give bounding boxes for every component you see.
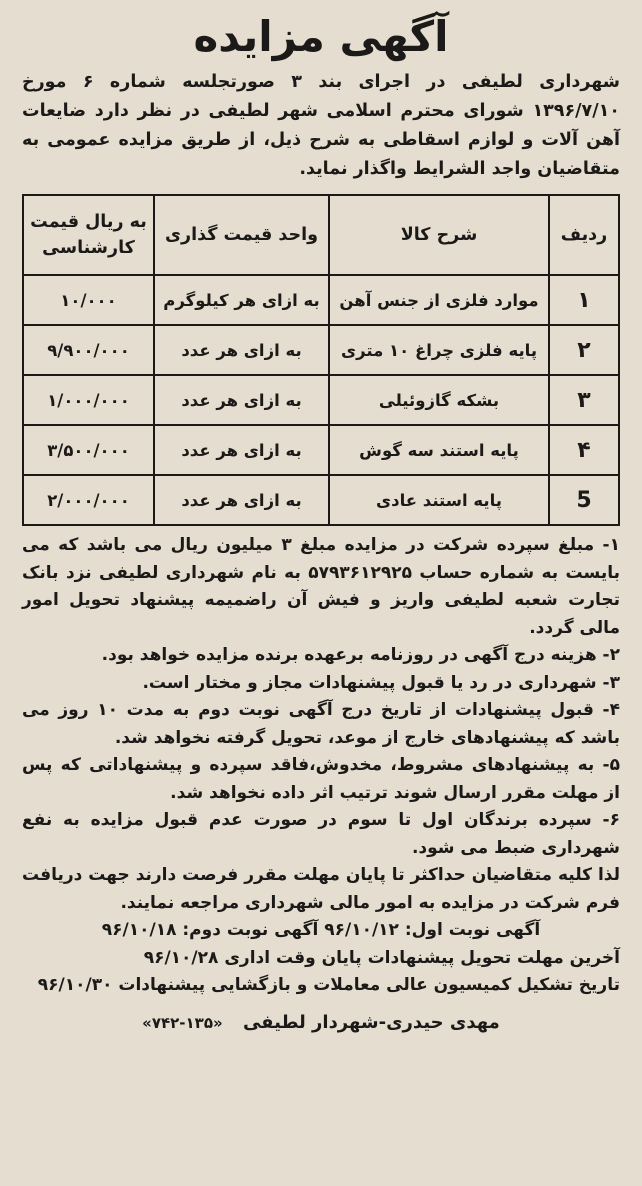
- row-pricing-unit: به ازای هر عدد: [154, 475, 329, 525]
- row-description: پایه فلزی چراغ ۱۰ متری: [329, 325, 549, 375]
- condition-item: ۵- به پیشنهادهای مشروط، مخدوش،فاقد سپرده و پیشنهاداتی که پس از مهلت مقرر ارسال شوند ترتیب اثر داده نخواهد شد.: [22, 755, 620, 803]
- condition-item: ۶- سپرده برندگان اول تا سوم در صورت عدم قبول مزایده به نفع شهرداری ضبط می شود.: [22, 810, 620, 858]
- row-price: ۲/۰۰۰/۰۰۰: [23, 475, 154, 525]
- row-number: ۱: [549, 275, 619, 325]
- header-pricing-unit: واحد قیمت گذاری: [154, 195, 329, 275]
- table-row: [23, 325, 619, 375]
- table-row: [23, 425, 619, 475]
- submission-deadline: آخرین مهلت تحویل پیشنهادات پایان وقت اداری ۹۶/۱۰/۲۸: [143, 947, 620, 968]
- commission-date: تاریخ تشکیل کمیسیون عالی معاملات و بازگشایی پیشنهادات ۹۶/۱۰/۳۰: [37, 975, 620, 995]
- row-pricing-unit: به ازای هر کیلوگرم: [154, 275, 329, 325]
- row-number: ۳: [549, 375, 619, 425]
- row-number: 5: [549, 475, 619, 525]
- condition-item: ۲- هزینه درج آگهی در روزنامه برعهده برنده مزایده خواهد بود.: [101, 645, 620, 665]
- notice-title: آگهی مزایده: [193, 12, 449, 61]
- row-pricing-unit: به ازای هر عدد: [154, 325, 329, 375]
- ad-dates: آگهی نوبت اول: ۹۶/۱۰/۱۲ آگهی نوبت دوم: ۹۶/۱۰/۱۸: [101, 920, 541, 940]
- items-table: [22, 194, 620, 526]
- header-row-number: ردیف: [549, 195, 619, 275]
- ad-code: «۷۴۲-۱۳۵»: [142, 1013, 223, 1032]
- row-number: ۲: [549, 325, 619, 375]
- row-pricing-unit: به ازای هر عدد: [154, 375, 329, 425]
- table-header-row: [23, 195, 619, 275]
- row-price: ۹/۹۰۰/۰۰۰: [23, 325, 154, 375]
- row-description: پایه استند عادی: [329, 475, 549, 525]
- row-pricing-unit: به ازای هر عدد: [154, 425, 329, 475]
- conditions-list: [22, 532, 620, 862]
- intro-paragraph: شهرداری لطیفی در اجرای بند ۳ صورتجلسه شماره ۶ مورخ ۱۳۹۶/۷/۱۰ شورای محترم اسلامی شهر لطیفی در نظر دارد ضایعات آهن آلات و لوازم اسقاطی به شرح ذیل، از طریق مزایده عمومی به متقاضیان واجد الشرایط واگذار نماید.: [22, 72, 620, 179]
- row-description: موارد فلزی از جنس آهن: [329, 275, 549, 325]
- table-row: [23, 375, 619, 425]
- table-row: [23, 275, 619, 325]
- row-number: ۴: [549, 425, 619, 475]
- row-price: ۱/۰۰۰/۰۰۰: [23, 375, 154, 425]
- dates-block: [22, 917, 620, 1000]
- header-expert-price: به ریال قیمت کارشناسی: [23, 195, 154, 275]
- closing-paragraph: لذا کلیه متقاضیان حداکثر تا پایان مهلت مقرر فرصت دارند جهت دریافت فرم شرکت در مزایده به امور مالی شهرداری مراجعه نمایند.: [21, 865, 620, 913]
- condition-item: ۴- قبول پیشنهادات از تاریخ درج آگهی نوبت دوم به مدت ۱۰ روز می باشد که پیشنهادهای خارج از موعد، تحویل گرفته نخواهد شد.: [22, 700, 621, 748]
- signature-line: [22, 1008, 620, 1038]
- row-price: ۳/۵۰۰/۰۰۰: [23, 425, 154, 475]
- table-row: [23, 475, 619, 525]
- row-description: پایه استند سه گوش: [329, 425, 549, 475]
- row-price: ۱۰/۰۰۰: [23, 275, 154, 325]
- condition-item: ۱- مبلغ سپرده شرکت در مزایده مبلغ ۳ میلیون ریال می باشد که می بایست به شماره حساب ۵۷۹۳۶۱۲۹۲۵ به نام شهرداری لطیفی نزد بانک تجارت شعبه لطیفی واریز و فیش آن راضمیمه پیشنهاد تحویل امور مالی گردد.: [22, 535, 620, 638]
- condition-item: ۳- شهرداری در رد یا قبول پیشنهادات مجاز و مختار است.: [142, 672, 620, 693]
- header-description: شرح کالا: [329, 195, 549, 275]
- signatory-name: مهدی حیدری-شهردار لطیفی: [242, 1011, 500, 1033]
- row-description: بشکه گازوئیلی: [329, 375, 549, 425]
